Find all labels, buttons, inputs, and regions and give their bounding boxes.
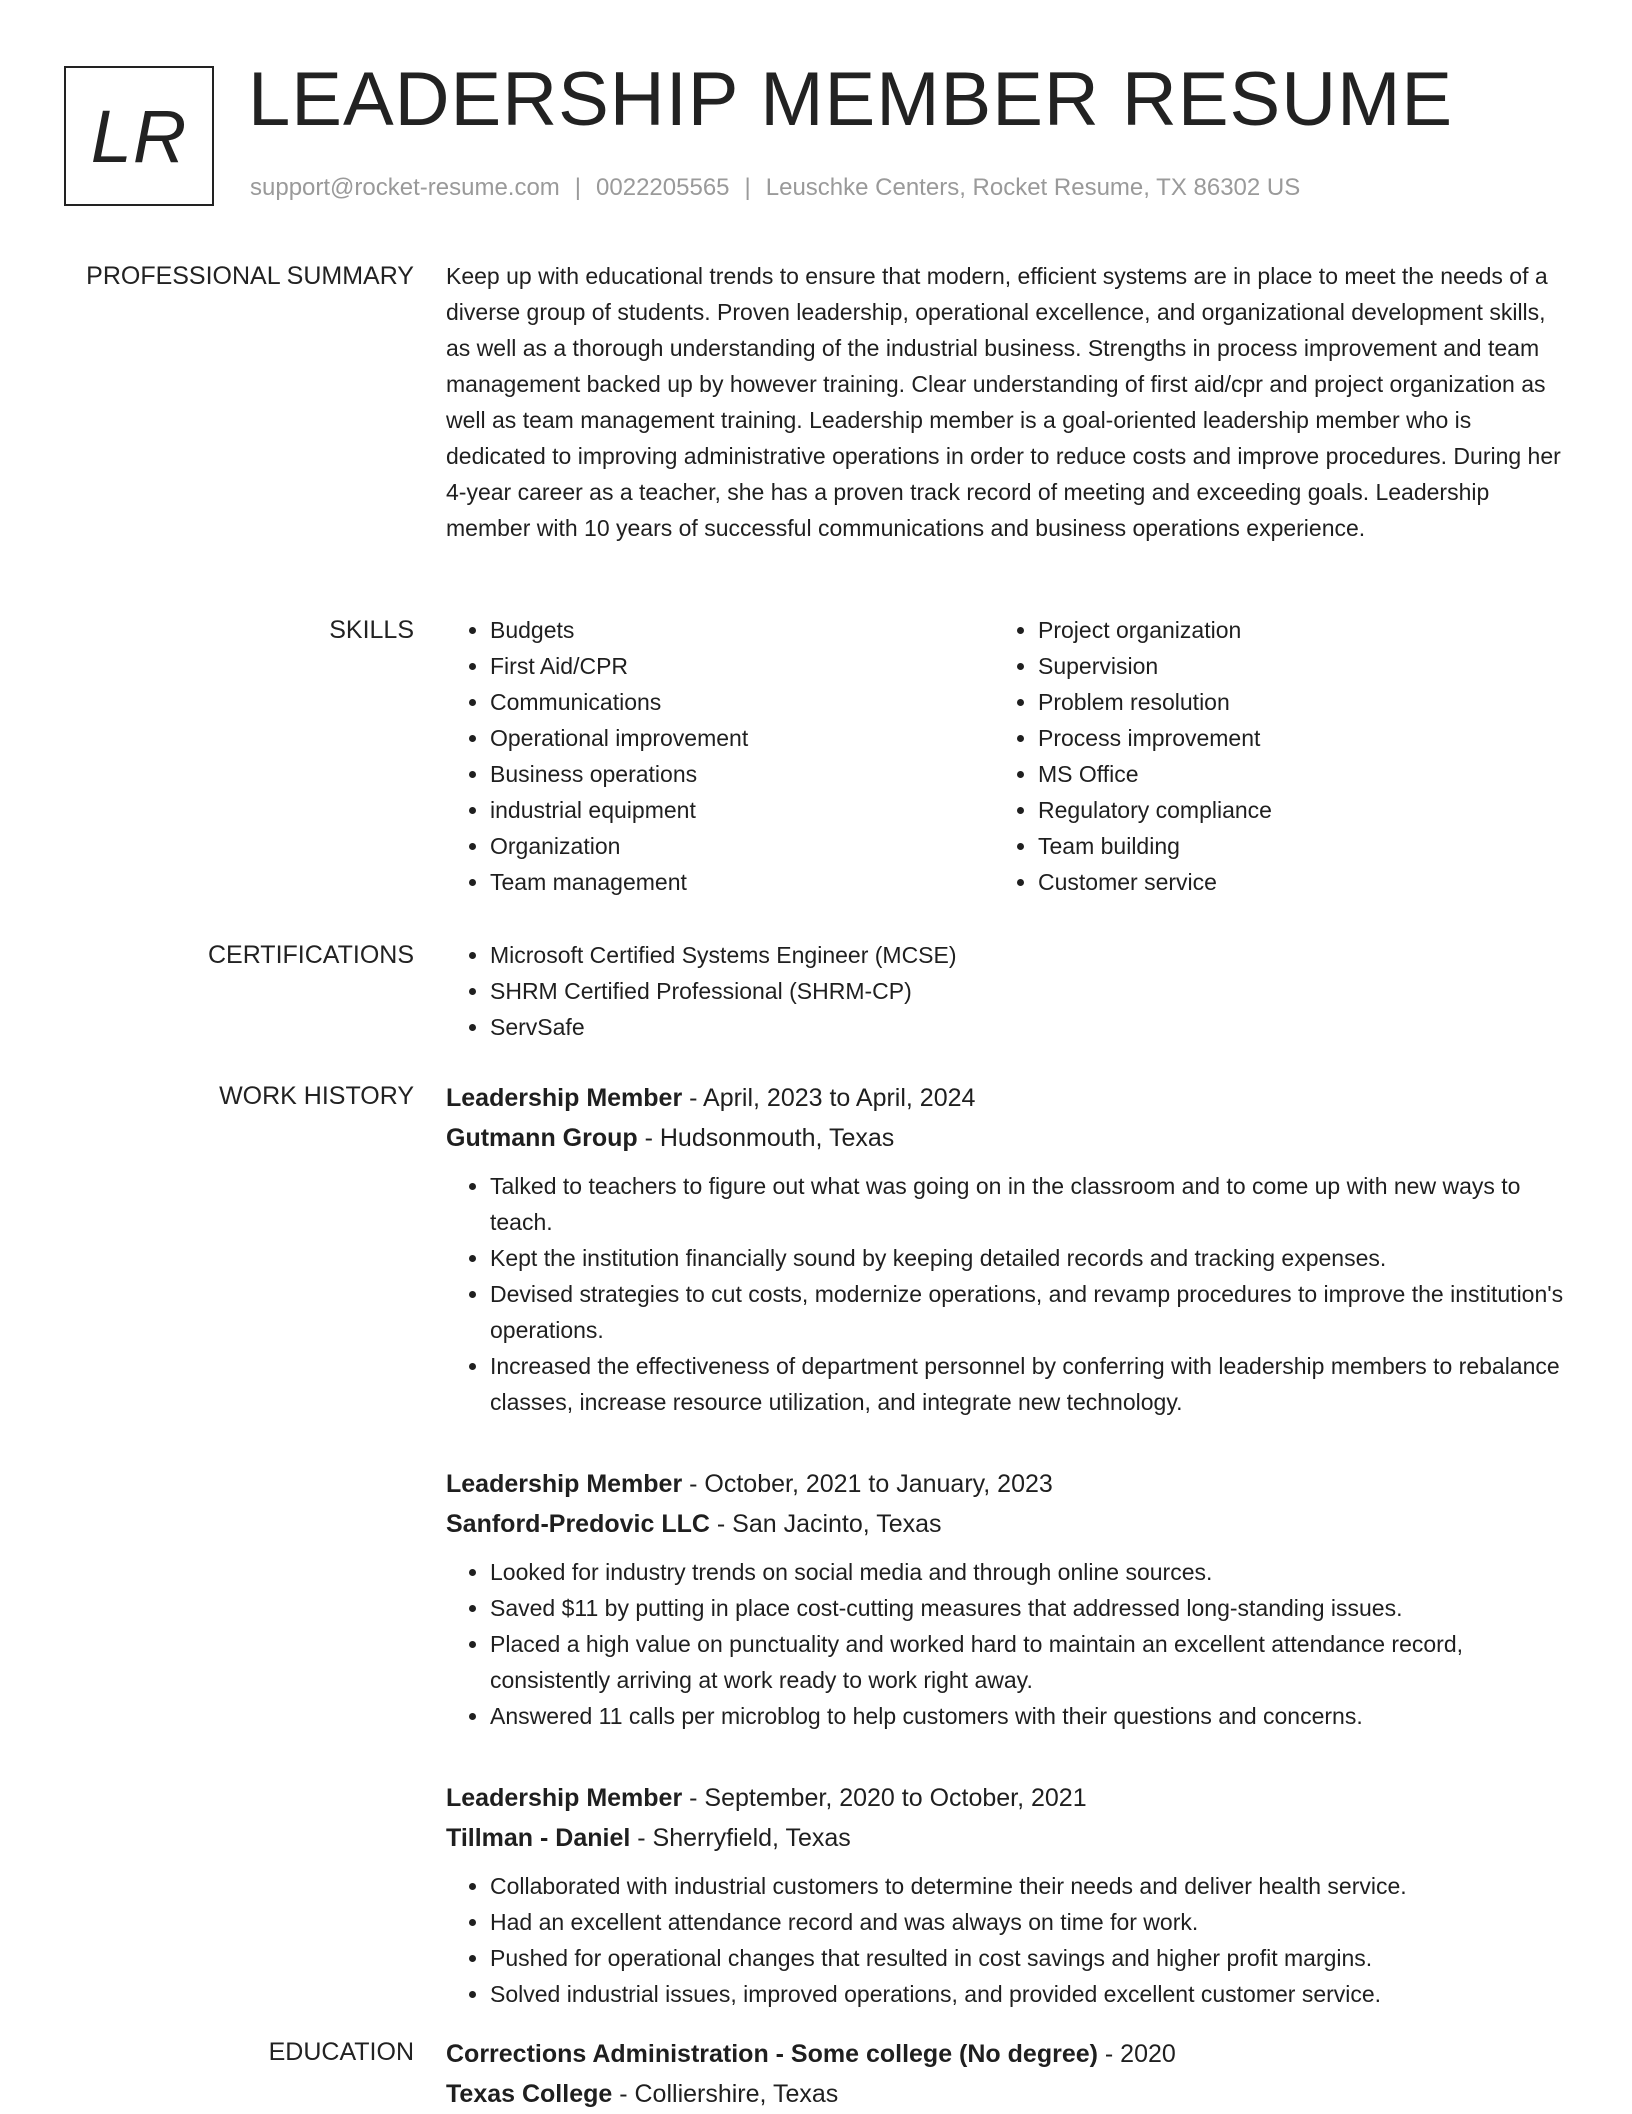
section-title-certifications: CERTIFICATIONS	[207, 941, 414, 969]
skill-item: • Supervision	[1038, 648, 1542, 684]
section-title-work-history: WORK HISTORY	[219, 1082, 414, 1110]
skill-item: • First Aid/CPR	[490, 648, 994, 684]
skill-item: • Organization	[490, 828, 994, 864]
job-bullets	[446, 1554, 1566, 1734]
job-bullets	[446, 1168, 1566, 1420]
job-location: - Hudsonmouth, Texas	[637, 1124, 895, 1152]
skill-item: • MS Office	[1038, 756, 1542, 792]
job-bullets	[446, 1868, 1566, 2012]
skill-item: • Process improvement	[1038, 720, 1542, 756]
certifications-body	[446, 937, 1566, 1045]
job-company-line	[446, 1118, 1566, 1158]
job-company-line	[446, 1818, 1566, 1858]
skill-item: • Communications	[490, 684, 994, 720]
job-bullet: • Had an excellent attendance record and was always on time for work.	[490, 1904, 1566, 1940]
education-location: - Colliershire, Texas	[612, 2080, 839, 2108]
education-degree-line	[446, 2034, 1566, 2074]
job-bullet: • Increased the effectiveness of department personnel by conferring with leadership members to rebalance classes, increase resource utilization, and integrate new technology.	[490, 1348, 1566, 1420]
skill-item: • Budgets	[490, 612, 994, 648]
contact-line	[250, 174, 1300, 202]
contact-phone[interactable]: 0022205565	[596, 174, 730, 201]
resume-title: LEADERSHIP MEMBER RESUME	[248, 57, 1454, 142]
skill-item: • Business operations	[490, 756, 994, 792]
job-entry	[446, 1078, 1566, 1420]
job-bullet: • Talked to teachers to figure out what was going on in the classroom and to come up with new ways to teach.	[490, 1168, 1566, 1240]
certification-item: • Microsoft Certified Systems Engineer (MCSE)	[490, 937, 1566, 973]
skills-column-right	[994, 612, 1542, 900]
job-bullet: • Devised strategies to cut costs, modernize operations, and revamp procedures to improve the institution's operations.	[490, 1276, 1566, 1348]
job-location: - San Jacinto, Texas	[709, 1510, 942, 1538]
job-bullet: • Placed a high value on punctuality and worked hard to maintain an excellent attendance record, consistently arriving at work ready to work right away.	[490, 1626, 1566, 1698]
summary-body	[446, 258, 1566, 546]
education-degree: Corrections Administration - Some college (No degree)	[446, 2040, 1098, 2068]
skill-item: • industrial equipment	[490, 792, 994, 828]
job-role: Leadership Member	[446, 1470, 683, 1498]
skill-item: • Regulatory compliance	[1038, 792, 1542, 828]
summary-text: Keep up with educational trends to ensure that modern, efficient systems are in place to meet the needs of a diverse group of students. Proven leadership, operational excellence, and organizational development skills, as well as a thorough understanding of the industrial business. Strengths in process improvement and team management backed up by however training. Clear understanding of first aid/cpr and project organization as well as team management training. Leadership member is a goal-oriented leadership member who is dedicated to improving administrative operations in order to reduce costs and improve procedures. During her 4-year career as a teacher, she has a proven track record of meeting and exceeding goals. Leadership member with 10 years of successful communications and business operations experience.	[446, 263, 1561, 541]
skills-column-left	[446, 612, 994, 900]
education-year: - 2020	[1097, 2040, 1176, 2068]
work-history-body	[446, 1078, 1566, 2056]
job-dates: - October, 2021 to January, 2023	[682, 1470, 1053, 1498]
skill-item: • Problem resolution	[1038, 684, 1542, 720]
education-school-line	[446, 2074, 1566, 2114]
skill-item: • Team management	[490, 864, 994, 900]
job-dates: - April, 2023 to April, 2024	[682, 1084, 976, 1112]
certifications-list	[446, 937, 1566, 1045]
job-bullet: • Saved $11 by putting in place cost-cutting measures that addressed long-standing issues.	[490, 1590, 1566, 1626]
job-company: Gutmann Group	[446, 1124, 638, 1152]
job-role: Leadership Member	[446, 1084, 683, 1112]
contact-address: Leuschke Centers, Rocket Resume, TX 86302 US	[765, 174, 1301, 201]
education-body	[446, 2034, 1566, 2114]
job-company-line	[446, 1504, 1566, 1544]
skills-body	[446, 612, 1566, 900]
job-role: Leadership Member	[446, 1784, 683, 1812]
job-bullet: • Answered 11 calls per microblog to help customers with their questions and concerns.	[490, 1698, 1566, 1734]
contact-separator: |	[744, 174, 751, 201]
monogram-box	[64, 66, 214, 206]
job-entry	[446, 1778, 1566, 2012]
skill-item: • Operational improvement	[490, 720, 994, 756]
job-company: Sanford-Predovic LLC	[446, 1510, 710, 1538]
contact-separator: |	[574, 174, 582, 201]
job-bullet: • Kept the institution financially sound by keeping detailed records and tracking expenses.	[490, 1240, 1566, 1276]
certification-item: • SHRM Certified Professional (SHRM-CP)	[490, 973, 1566, 1009]
section-title-summary: PROFESSIONAL SUMMARY	[86, 262, 414, 290]
job-role-line	[446, 1778, 1566, 1818]
job-bullet: • Collaborated with industrial customers to determine their needs and deliver health service.	[490, 1868, 1566, 1904]
skill-item: • Customer service	[1038, 864, 1542, 900]
job-role-line	[446, 1464, 1566, 1504]
contact-email[interactable]: support@rocket-resume.com	[250, 174, 560, 201]
job-bullet: • Looked for industry trends on social media and through online sources.	[490, 1554, 1566, 1590]
job-entry	[446, 1464, 1566, 1734]
skills-grid	[446, 612, 1566, 900]
certification-item: • ServSafe	[490, 1009, 1566, 1045]
monogram-initials: LR	[90, 94, 188, 178]
skill-item: • Team building	[1038, 828, 1542, 864]
section-title-education: EDUCATION	[268, 2038, 414, 2066]
section-title-skills: SKILLS	[329, 616, 414, 644]
job-location: - Sherryfield, Texas	[630, 1824, 851, 1852]
education-school: Texas College	[446, 2080, 613, 2108]
job-role-line	[446, 1078, 1566, 1118]
skill-item: • Project organization	[1038, 612, 1542, 648]
job-bullet: • Solved industrial issues, improved operations, and provided excellent customer service.	[490, 1976, 1566, 2012]
job-dates: - September, 2020 to October, 2021	[682, 1784, 1087, 1812]
job-bullet: • Pushed for operational changes that resulted in cost savings and higher profit margins.	[490, 1940, 1566, 1976]
job-company: Tillman - Daniel	[446, 1824, 631, 1852]
